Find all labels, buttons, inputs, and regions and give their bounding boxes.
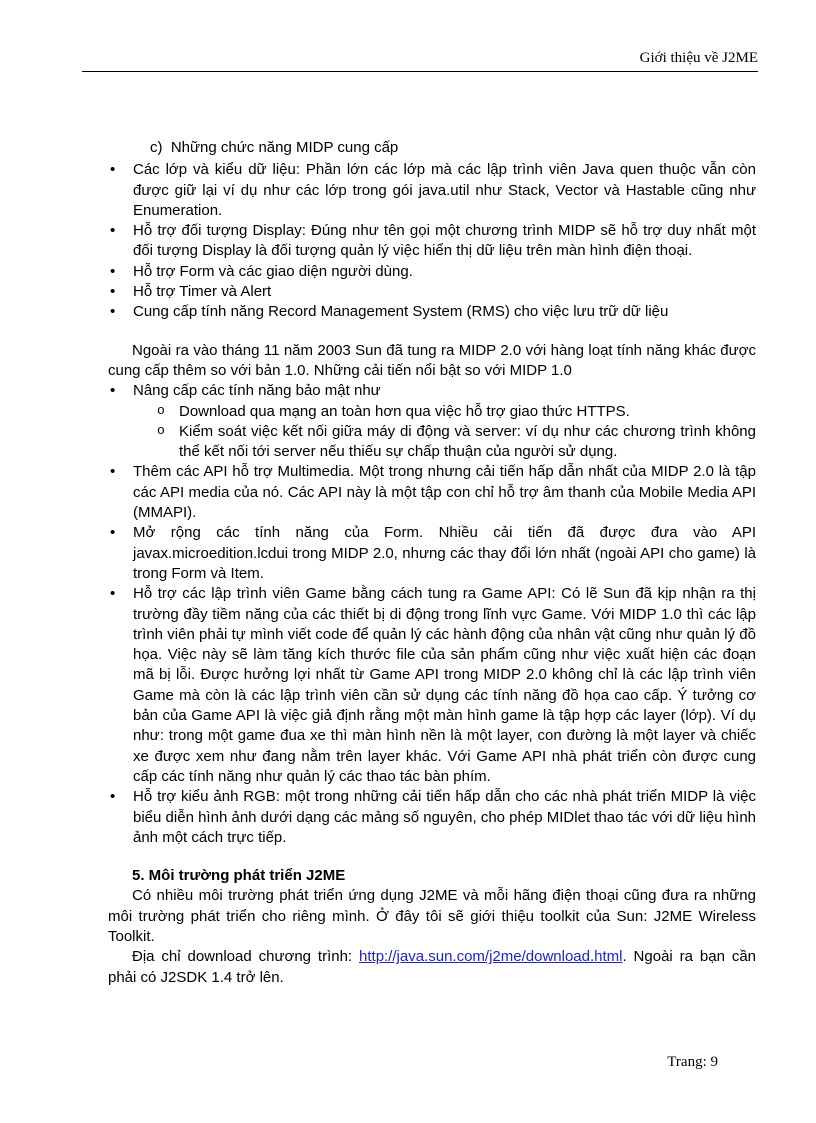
- subsection-c-title: [108, 138, 756, 158]
- subsection-title: Những chức năng MIDP cung cấp: [170, 139, 399, 156]
- document-body: [108, 138, 756, 988]
- page-footer: [667, 1054, 718, 1071]
- download-link[interactable]: http://java.sun.com/j2me/download.html: [359, 948, 623, 966]
- list-item: • Mở rộng các tính năng của Form. Nhiều cải tiến đã được đưa vào API javax.microedition.lcdui trong MIDP 2.0, nhưng các thay đổi lớn nhất (ngoài API cho game) là trong Form và Item.: [108, 523, 756, 584]
- section-5-heading: 5. Môi trường phát triển J2ME: [132, 867, 346, 885]
- paragraph-text: Địa chỉ download chương trình:: [132, 948, 360, 966]
- page-header: [82, 50, 758, 72]
- page-number: Trang: 9: [667, 1054, 718, 1070]
- paragraph-text: . Ngoài ra bạn cần phải có J2SDK 1.4 trở lên.: [108, 948, 757, 986]
- sublist-item: o Kiểm soát việc kết nối giữa máy di động và server: ví dụ như các chương trình không thể kết nối tới server nếu thiếu sự chấp thuận của người sử dụng.: [133, 422, 756, 463]
- list-item-security: [108, 381, 756, 462]
- list-item: • Hỗ trợ Form và các giao diện người dùng.: [108, 262, 756, 282]
- list-item: • Hỗ trợ các lập trình viên Game bằng cách tung ra Game API: Có lẽ Sun đã kịp nhận ra thị trường đầy tiềm năng của các thiết bị di động trong lĩnh vực Game. Với MIDP 1.0 thì các lập trình viên phải tự mình viết code để quản lý các hành động của nhân vật cũng như quản lý đồ họa. Việc này sẽ làm tăng kích thước file của sản phẩm cũng như việc xuất hiện các đoạn mã bị lỗi. Được hưởng lợi nhất từ Game API trong MIDP 2.0 không chỉ là các lập trình viên Game mà còn là các lập trình viên cần sử dụng các tính năng đồ họa cao cấp. Ý tưởng cơ bản của Game API là việc giả định rằng một màn hình game là tập hợp các layer (lớp). Ví dụ như: trong một game đua xe thì màn hình nền là một layer, con đường là một layer và chiếc xe được xem như đang nằm trên layer khác. Với Game API nhà phát triển còn được cung cấp các tính năng như quản lý các thao tác bàn phím.: [108, 584, 756, 787]
- list-item: • Các lớp và kiểu dữ liệu: Phần lớn các lớp mà các lập trình viên Java quen thuộc vẫn còn được giữ lại ví dụ như các lớp trong gói java.util như Stack, Vector và Hastable cũng như Enumeration.: [108, 160, 756, 221]
- section-5-paragraph-2: [108, 947, 756, 988]
- subsection-label: c): [150, 139, 163, 156]
- list-item: • Hỗ trợ Timer và Alert: [108, 282, 756, 302]
- header-title: Giới thiệu về J2ME: [639, 50, 758, 66]
- midp-features-list: [108, 160, 756, 322]
- security-text: Nâng cấp các tính năng bảo mật như: [133, 382, 381, 400]
- midp2-features-list: [108, 381, 756, 848]
- sublist-item: o Download qua mạng an toàn hơn qua việc hỗ trợ giao thức HTTPS.: [133, 402, 756, 422]
- list-item: • Hỗ trợ kiểu ảnh RGB: một trong những cải tiến hấp dẫn cho các nhà phát triển MIDP là việc biểu diễn hình ảnh dưới dạng các mảng số nguyên, cho phép MIDlet thao tác với dữ liệu hình ảnh một cách trực tiếp.: [108, 787, 756, 848]
- list-item: • Hỗ trợ đối tượng Display: Đúng như tên gọi một chương trình MIDP sẽ hỗ trợ duy nhất một đối tượng Display là đối tượng quản lý việc hiển thị dữ liệu trên màn hình điện thoại.: [108, 221, 756, 262]
- list-item: • Thêm các API hỗ trợ Multimedia. Một trong nhưng cải tiến hấp dẫn nhất của MIDP 2.0 là tập các API media của nó. Các API này là một tập con chỉ hỗ trợ âm thanh của Mobile Media API (MMAPI).: [108, 462, 756, 523]
- midp2-intro-paragraph: Ngoài ra vào tháng 11 năm 2003 Sun đã tung ra MIDP 2.0 với hàng loạt tính năng khác được cung cấp thêm so với bản 1.0. Những cải tiến nổi bật so với MIDP 1.0: [108, 341, 756, 379]
- section-5-paragraph-1: Có nhiều môi trường phát triển ứng dụng J2ME và mỗi hãng điện thoại cũng đưa ra những môi trường phát triển cho riêng mình. Ở đây tôi sẽ giới thiệu toolkit của Sun: J2ME Wireless Toolkit.: [108, 887, 756, 945]
- security-sublist: [133, 402, 756, 463]
- list-item: • Cung cấp tính năng Record Management System (RMS) cho việc lưu trữ dữ liệu: [108, 302, 756, 322]
